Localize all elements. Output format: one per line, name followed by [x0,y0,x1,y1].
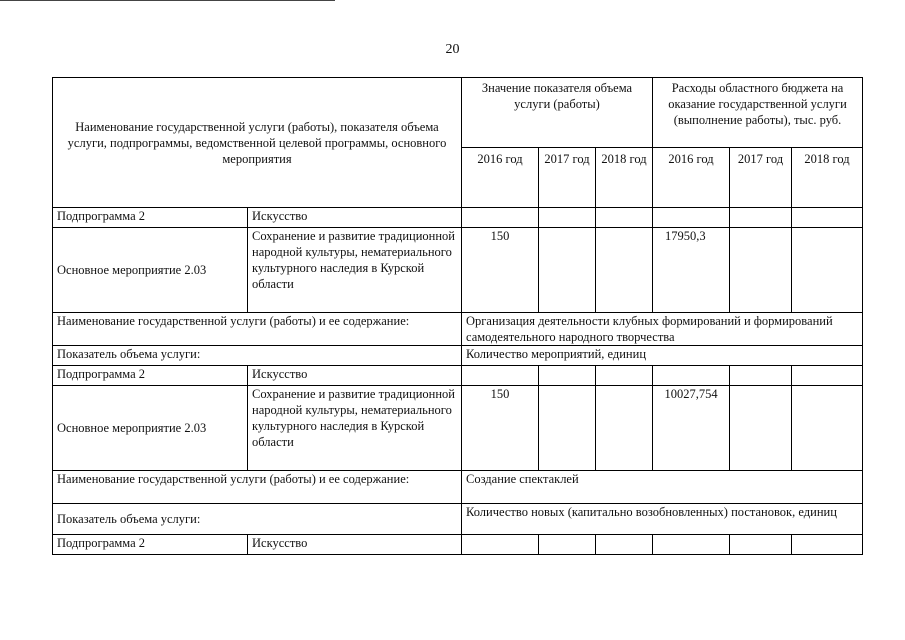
main-activity-desc: Сохранение и развитие традиционной народной культуры, нематериального культурного наследия в Курской области [248,228,462,313]
expense-value-2016: 10027,754 [653,386,730,471]
table-row [53,346,863,366]
header-year-ind-2016: 2016 год [462,148,539,208]
indicator-value-2016: 150 [462,228,539,313]
header-year-exp-2017: 2017 год [730,148,792,208]
indicator-label: Показатель объема услуги: [53,346,462,366]
main-activity-desc: Сохранение и развитие традиционной народной культуры, нематериального культурного наследия в Курской области [248,386,462,471]
expense-value-2016: 17950,3 [653,228,730,313]
indicator-label: Показатель объема услуги: [53,504,462,535]
table-row [53,535,863,555]
main-activity-label: Основное мероприятие 2.03 [53,386,248,471]
indicator-value: Количество новых (капитально возобновленных) постановок, единиц [462,504,863,535]
main-activity-label: Основное мероприятие 2.03 [53,228,248,313]
subprogram-value: Искусство [248,366,462,386]
header-year-exp-2018: 2018 год [792,148,863,208]
subprogram-label: Подпрограмма 2 [53,208,248,228]
table-row [53,313,863,346]
header-budget-group: Расходы областного бюджета на оказание государственной услуги (выполнение работы), тыс. руб. [653,78,863,148]
header-name-col: Наименование государственной услуги (работы), показателя объема услуги, подпрограммы, ведомственной целевой программы, основного мероприятия [53,78,462,208]
budget-table [52,77,863,555]
header-year-exp-2016: 2016 год [653,148,730,208]
subprogram-label: Подпрограмма 2 [53,366,248,386]
service-name-value: Организация деятельности клубных формирований и формирований самодеятельного народного творчества [462,313,863,346]
indicator-value-2016: 150 [462,386,539,471]
page-number: 20 [445,42,460,57]
indicator-value: Количество мероприятий, единиц [462,346,863,366]
service-name-label: Наименование государственной услуги (работы) и ее содержание: [53,313,462,346]
table-row [53,471,863,504]
service-name-value: Создание спектаклей [462,471,863,504]
table-row [53,366,863,386]
subprogram-value: Искусство [248,535,462,555]
service-name-label: Наименование государственной услуги (работы) и ее содержание: [53,471,462,504]
subprogram-label: Подпрограмма 2 [53,535,248,555]
header-year-ind-2018: 2018 год [596,148,653,208]
table-row [53,228,863,313]
header-year-ind-2017: 2017 год [539,148,596,208]
table-row [53,386,863,471]
top-rule [0,0,335,1]
subprogram-value: Искусство [248,208,462,228]
table-row [53,504,863,535]
header-indicator-group: Значение показателя объема услуги (работы) [462,78,653,148]
table-row [53,208,863,228]
